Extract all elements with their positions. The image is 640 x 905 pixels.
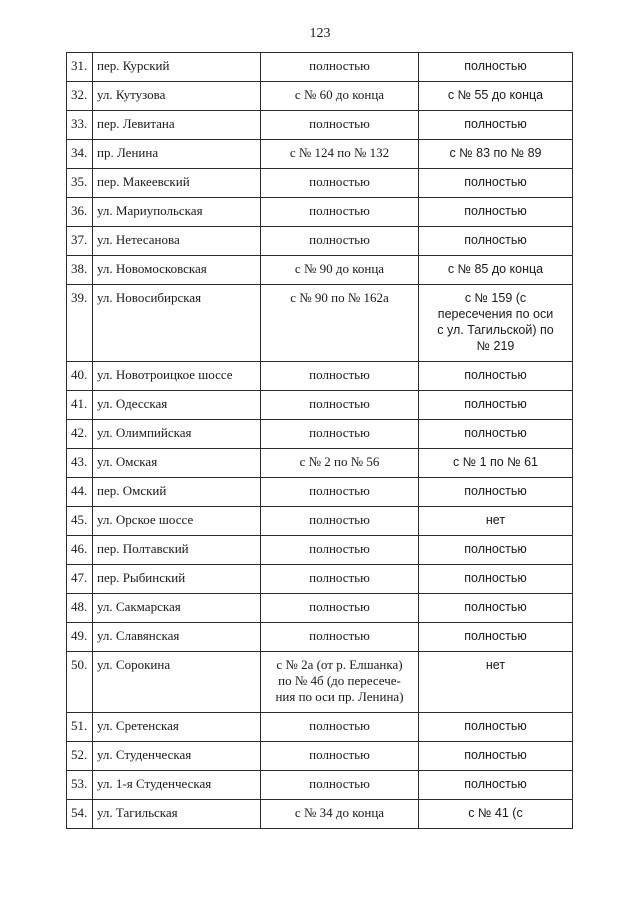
table-row xyxy=(67,53,573,82)
street-name: пер. Рыбинский xyxy=(93,565,261,594)
table-row xyxy=(67,391,573,420)
odd-side-range: нет xyxy=(419,652,573,713)
table-row xyxy=(67,594,573,623)
even-side-range: полностью xyxy=(261,169,419,198)
even-side-range: полностью xyxy=(261,507,419,536)
table-row xyxy=(67,256,573,285)
street-name: пер. Омский xyxy=(93,478,261,507)
row-number: 42. xyxy=(67,420,93,449)
street-name: пр. Ленина xyxy=(93,140,261,169)
row-number: 54. xyxy=(67,800,93,829)
table-row xyxy=(67,198,573,227)
odd-side-range: полностью xyxy=(419,111,573,140)
page-number: 123 xyxy=(309,26,331,41)
even-side-range: с № 90 по № 162а xyxy=(261,285,419,362)
odd-side-range: полностью xyxy=(419,623,573,652)
street-name: ул. Олимпийская xyxy=(93,420,261,449)
odd-side-range: полностью xyxy=(419,420,573,449)
table-row xyxy=(67,536,573,565)
table-row xyxy=(67,227,573,256)
table-row xyxy=(67,565,573,594)
table-row xyxy=(67,169,573,198)
street-name: пер. Левитана xyxy=(93,111,261,140)
street-name: ул. Новотроицкое шоссе xyxy=(93,362,261,391)
odd-side-range: с № 55 до конца xyxy=(419,82,573,111)
row-number: 44. xyxy=(67,478,93,507)
row-number: 37. xyxy=(67,227,93,256)
row-number: 38. xyxy=(67,256,93,285)
odd-side-range: полностью xyxy=(419,391,573,420)
row-number: 35. xyxy=(67,169,93,198)
table-row xyxy=(67,800,573,829)
street-name: ул. Сорокина xyxy=(93,652,261,713)
street-name: ул. Студенческая xyxy=(93,742,261,771)
table-row xyxy=(67,111,573,140)
even-side-range: с № 124 по № 132 xyxy=(261,140,419,169)
table-row xyxy=(67,771,573,800)
row-number: 40. xyxy=(67,362,93,391)
even-side-range: полностью xyxy=(261,623,419,652)
odd-side-range: с № 41 (с xyxy=(419,800,573,829)
row-number: 53. xyxy=(67,771,93,800)
row-number: 43. xyxy=(67,449,93,478)
even-side-range: полностью xyxy=(261,536,419,565)
odd-side-range: полностью xyxy=(419,536,573,565)
table-row xyxy=(67,82,573,111)
street-name: ул. Нетесанова xyxy=(93,227,261,256)
street-name: пер. Полтавский xyxy=(93,536,261,565)
row-number: 47. xyxy=(67,565,93,594)
row-number: 32. xyxy=(67,82,93,111)
row-number: 41. xyxy=(67,391,93,420)
street-name: пер. Макеевский xyxy=(93,169,261,198)
street-name: ул. Кутузова xyxy=(93,82,261,111)
even-side-range: полностью xyxy=(261,391,419,420)
even-side-range: полностью xyxy=(261,565,419,594)
table-row xyxy=(67,507,573,536)
street-name: ул. Сакмарская xyxy=(93,594,261,623)
row-number: 48. xyxy=(67,594,93,623)
table-row xyxy=(67,623,573,652)
odd-side-range: полностью xyxy=(419,362,573,391)
even-side-range: полностью xyxy=(261,420,419,449)
odd-side-range: полностью xyxy=(419,594,573,623)
odd-side-range: с № 83 по № 89 xyxy=(419,140,573,169)
streets-table-body xyxy=(67,53,573,829)
odd-side-range: полностью xyxy=(419,771,573,800)
streets-table xyxy=(66,52,573,829)
row-number: 31. xyxy=(67,53,93,82)
row-number: 45. xyxy=(67,507,93,536)
table-row xyxy=(67,652,573,713)
street-name: ул. 1-я Студенческая xyxy=(93,771,261,800)
table-row xyxy=(67,742,573,771)
row-number: 52. xyxy=(67,742,93,771)
street-name: ул. Новомосковская xyxy=(93,256,261,285)
even-side-range: с № 2а (от р. Елшанка) по № 4б (до пересече- ния по оси пр. Ленина) xyxy=(261,652,419,713)
street-name: ул. Славянская xyxy=(93,623,261,652)
row-number: 34. xyxy=(67,140,93,169)
street-name: ул. Новосибирская xyxy=(93,285,261,362)
table-row xyxy=(67,713,573,742)
odd-side-range: с № 85 до конца xyxy=(419,256,573,285)
row-number: 49. xyxy=(67,623,93,652)
even-side-range: с № 34 до конца xyxy=(261,800,419,829)
row-number: 39. xyxy=(67,285,93,362)
even-side-range: полностью xyxy=(261,227,419,256)
street-name: ул. Одесская xyxy=(93,391,261,420)
odd-side-range: с № 159 (с пересечения по оси с ул. Тагильской) по № 219 xyxy=(419,285,573,362)
even-side-range: полностью xyxy=(261,53,419,82)
odd-side-range: полностью xyxy=(419,227,573,256)
table-row xyxy=(67,420,573,449)
row-number: 51. xyxy=(67,713,93,742)
table-row xyxy=(67,449,573,478)
even-side-range: полностью xyxy=(261,478,419,507)
even-side-range: полностью xyxy=(261,742,419,771)
even-side-range: с № 60 до конца xyxy=(261,82,419,111)
street-name: ул. Мариупольская xyxy=(93,198,261,227)
odd-side-range: полностью xyxy=(419,478,573,507)
row-number: 33. xyxy=(67,111,93,140)
odd-side-range: полностью xyxy=(419,169,573,198)
odd-side-range: с № 1 по № 61 xyxy=(419,449,573,478)
odd-side-range: полностью xyxy=(419,198,573,227)
street-name: ул. Омская xyxy=(93,449,261,478)
even-side-range: полностью xyxy=(261,713,419,742)
even-side-range: полностью xyxy=(261,111,419,140)
odd-side-range: полностью xyxy=(419,713,573,742)
table-row xyxy=(67,140,573,169)
row-number: 36. xyxy=(67,198,93,227)
odd-side-range: полностью xyxy=(419,565,573,594)
street-name: ул. Тагильская xyxy=(93,800,261,829)
odd-side-range: полностью xyxy=(419,53,573,82)
table-row xyxy=(67,362,573,391)
even-side-range: полностью xyxy=(261,362,419,391)
row-number: 50. xyxy=(67,652,93,713)
odd-side-range: нет xyxy=(419,507,573,536)
table-row xyxy=(67,478,573,507)
even-side-range: полностью xyxy=(261,198,419,227)
street-name: ул. Сретенская xyxy=(93,713,261,742)
table-row xyxy=(67,285,573,362)
even-side-range: полностью xyxy=(261,771,419,800)
street-name: пер. Курский xyxy=(93,53,261,82)
row-number: 46. xyxy=(67,536,93,565)
street-name: ул. Орское шоссе xyxy=(93,507,261,536)
even-side-range: с № 2 по № 56 xyxy=(261,449,419,478)
even-side-range: с № 90 до конца xyxy=(261,256,419,285)
even-side-range: полностью xyxy=(261,594,419,623)
odd-side-range: полностью xyxy=(419,742,573,771)
